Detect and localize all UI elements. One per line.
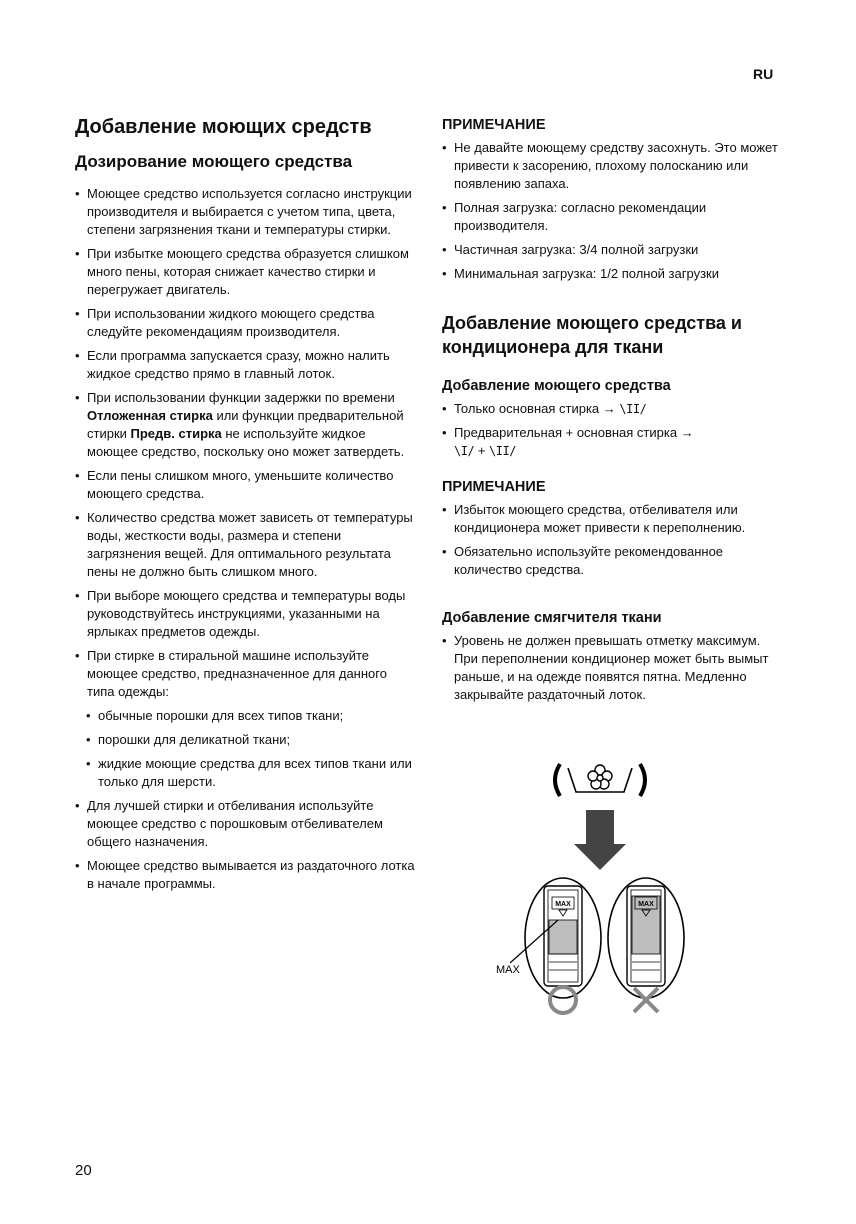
sub-list-item: • порошки для деликатной ткани; — [86, 731, 415, 749]
softener-compartment-icon — [555, 764, 645, 796]
language-code: RU — [753, 66, 774, 82]
list-item: • Минимальная загрузка: 1/2 полной загрузки — [442, 265, 787, 283]
section-heading-dosing: Дозирование моющего средства — [75, 152, 353, 171]
note-list — [442, 139, 787, 283]
prewash-compartment-icon: \I/ — [454, 444, 475, 458]
list-item: • Количество средства может зависеть от температуры воды, жесткости воды, размера и степени загрязнения вещей. Для оптимального результата пены не должно быть слишком много. — [75, 509, 415, 581]
list-item-text: или функции предварительной стирки — [87, 408, 404, 441]
list-item-text: При использовании функции задержки по времени — [87, 390, 395, 405]
list-item-text: Только основная стирка → — [454, 401, 616, 416]
main-wash-compartment-icon: \II/ — [489, 444, 516, 458]
list-item: • При избытке моющего средства образуется слишком много пены, которая снижает качество стирки и перегружает двигатель. — [75, 245, 415, 299]
flower-icon — [588, 765, 612, 789]
list-item: • При стирке в стиральной машине используйте моющее средство, предназначенное для данного типа одежды: — [75, 647, 415, 701]
note-heading: ПРИМЕЧАНИЕ — [442, 479, 546, 495]
plus-sign: + — [477, 443, 486, 458]
list-item: • Уровень не должен превышать отметку максимум. При переполнении кондиционер может быть вымыт раньше, и на одежде появятся пятна. Медленно закрывайте раздаточный лоток. — [442, 632, 787, 704]
list-item: • Частичная загрузка: 3/4 полной загрузки — [442, 241, 787, 259]
sub-list-item: • обычные порошки для всех типов ткани; — [86, 707, 415, 725]
list-item-text: не используйте жидкое моющее средство, поскольку оно может затвердеть. — [87, 426, 405, 459]
prewash-term: Предв. стирка — [130, 426, 222, 441]
softener-fill-illustration — [490, 758, 690, 1018]
left-column — [75, 114, 415, 899]
detergent-list — [442, 400, 787, 460]
dosing-list — [75, 185, 415, 893]
list-item: • Моющее средство используется согласно инструкции производителя и выбирается с учетом типа, цвета, степени загрязнения ткани и температуры стирки. — [75, 185, 415, 239]
note-list — [442, 501, 787, 579]
list-item: • Полная загрузка: согласно рекомендации производителя. — [442, 199, 787, 235]
max-label: MAX — [555, 901, 571, 908]
delay-wash-term: Отложенная стирка — [87, 408, 213, 423]
list-item — [442, 400, 787, 418]
subsection-heading-detergent: Добавление моющего средства — [442, 378, 671, 394]
list-item: • При использовании жидкого моющего средства следуйте рекомендациям производителя. — [75, 305, 415, 341]
page-title: Добавление моющих средств — [75, 116, 372, 138]
section-heading-adding: Добавление моющего средства и кондиционера для ткани — [442, 313, 742, 357]
note-heading: ПРИМЕЧАНИЕ — [442, 117, 546, 133]
list-item: • Избыток моющего средства, отбеливателя или кондиционера может привести к переполнению. — [442, 501, 787, 537]
list-item — [75, 389, 415, 461]
page-number: 20 — [75, 1162, 92, 1179]
list-item: • Моющее средство вымывается из раздаточного лотка в начале программы. — [75, 857, 415, 893]
down-arrow-icon — [574, 810, 626, 870]
max-label: MAX — [638, 901, 654, 908]
list-item: • Для лучшей стирки и отбеливания используйте моющее средство с порошковым отбеливателем общего назначения. — [75, 797, 415, 851]
list-item: • При выборе моющего средства и температуры воды руководствуйтесь инструкциями, указанными на ярлыках предметов одежды. — [75, 587, 415, 641]
right-column — [442, 114, 787, 710]
softener-list — [442, 632, 787, 704]
subsection-heading-softener: Добавление смягчителя ткани — [442, 610, 662, 626]
list-item: • Если программа запускается сразу, можно налить жидкое средство прямо в главный лоток. — [75, 347, 415, 383]
sub-list-item: • жидкие моющие средства для всех типов ткани или только для шерсти. — [86, 755, 415, 791]
list-item — [442, 424, 787, 460]
list-item: • Не давайте моющему средству засохнуть. Это может привести к засорению, плохому полосканию или появлению запаха. — [442, 139, 787, 193]
list-item: • Если пены слишком много, уменьшите количество моющего средства. — [75, 467, 415, 503]
list-item: • Обязательно используйте рекомендованное количество средства. — [442, 543, 787, 579]
incorrect-fill-level — [608, 878, 684, 998]
main-wash-compartment-icon: \II/ — [619, 402, 647, 416]
list-item-text: Предварительная + основная стирка → — [454, 425, 694, 440]
correct-fill-level — [525, 878, 601, 998]
max-callout-label: MAX — [496, 964, 520, 976]
